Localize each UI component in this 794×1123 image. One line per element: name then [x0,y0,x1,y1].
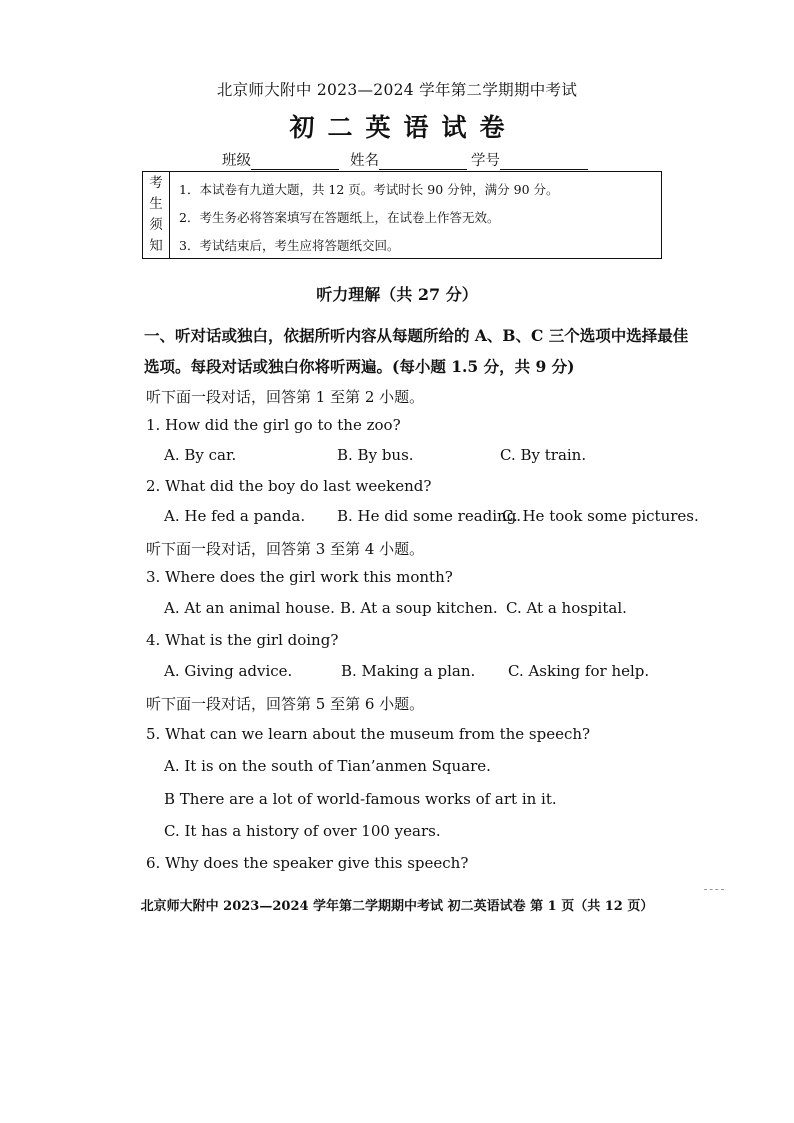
class-blank [251,155,339,170]
dialog-1-intro: 听下面一段对话，回答第 1 至第 2 小题。 [146,388,425,406]
q2-option-b: B. He did some reading. [337,507,522,525]
name-label: 姓名 [350,153,379,169]
q1-option-b: B. By bus. [337,446,414,464]
q1-option-a: A. By car. [164,446,237,464]
exam-notice-box [142,171,662,259]
question-5: 5. What can we learn about the museum from the speech? [146,725,591,743]
dialog-2-intro: 听下面一段对话，回答第 3 至第 4 小题。 [146,540,425,558]
name-field [350,149,467,170]
notice-item-2: 2．考生务必将答案填写在答题纸上，在试卷上作答无效。 [179,210,500,225]
part1-instruction-line2: 选项。每段对话或独白你将听两遍。(每小题 1.5 分，共 9 分) [144,357,575,376]
q4-option-b: B. Making a plan. [341,662,476,680]
class-field [222,149,339,170]
q3-option-c: C. At a hospital. [506,599,627,617]
q2-option-c: C. He took some pictures. [502,507,699,525]
question-2: 2. What did the boy do last weekend? [146,477,432,495]
id-blank [500,155,588,170]
q5-option-b: B There are a lot of world-famous works of art in it. [164,790,557,808]
name-blank [379,155,467,170]
exam-title: 初二英语试卷 [289,113,518,142]
notice-item-3: 3．考试结束后，考生应将答题纸交回。 [179,238,400,253]
q4-option-a: A. Giving advice. [164,662,293,680]
q2-option-a: A. He fed a panda. [164,507,306,525]
q3-option-b: B. At a soup kitchen. [340,599,498,617]
question-1: 1. How did the girl go to the zoo? [146,416,401,434]
class-label: 班级 [222,153,251,169]
notice-item-1: 1．本试卷有九道大题，共 12 页。考试时长 90 分钟，满分 90 分。 [179,182,559,197]
q5-option-a: A. It is on the south of Tian’anmen Square. [164,757,491,775]
scan-mark [704,889,724,890]
dialog-3-intro: 听下面一段对话，回答第 5 至第 6 小题。 [146,695,425,713]
question-6: 6. Why does the speaker give this speech? [146,854,469,872]
q3-option-a: A. At an animal house. [164,599,335,617]
q4-option-c: C. Asking for help. [508,662,650,680]
part1-instruction-line1: 一、听对话或独白，依据所听内容从每题所给的 A、B、C 三个选项中选择最佳 [144,326,689,345]
question-4: 4. What is the girl doing? [146,631,339,649]
question-3: 3. Where does the girl work this month? [146,568,453,586]
notice-side-label: 考 生 须 知 [143,172,170,258]
id-label: 学号 [471,153,500,169]
exam-header: 北京师大附中 2023—2024 学年第二学期期中考试 [216,81,578,99]
q5-option-c: C. It has a history of over 100 years. [164,822,441,840]
q1-option-c: C. By train. [500,446,587,464]
page-footer: 北京师大附中 2023—2024 学年第二学期期中考试 初二英语试卷 第 1 页（共 12 页） [140,899,654,914]
section-title: 听力理解（共 27 分） [316,285,478,304]
student-id-field [471,149,588,170]
